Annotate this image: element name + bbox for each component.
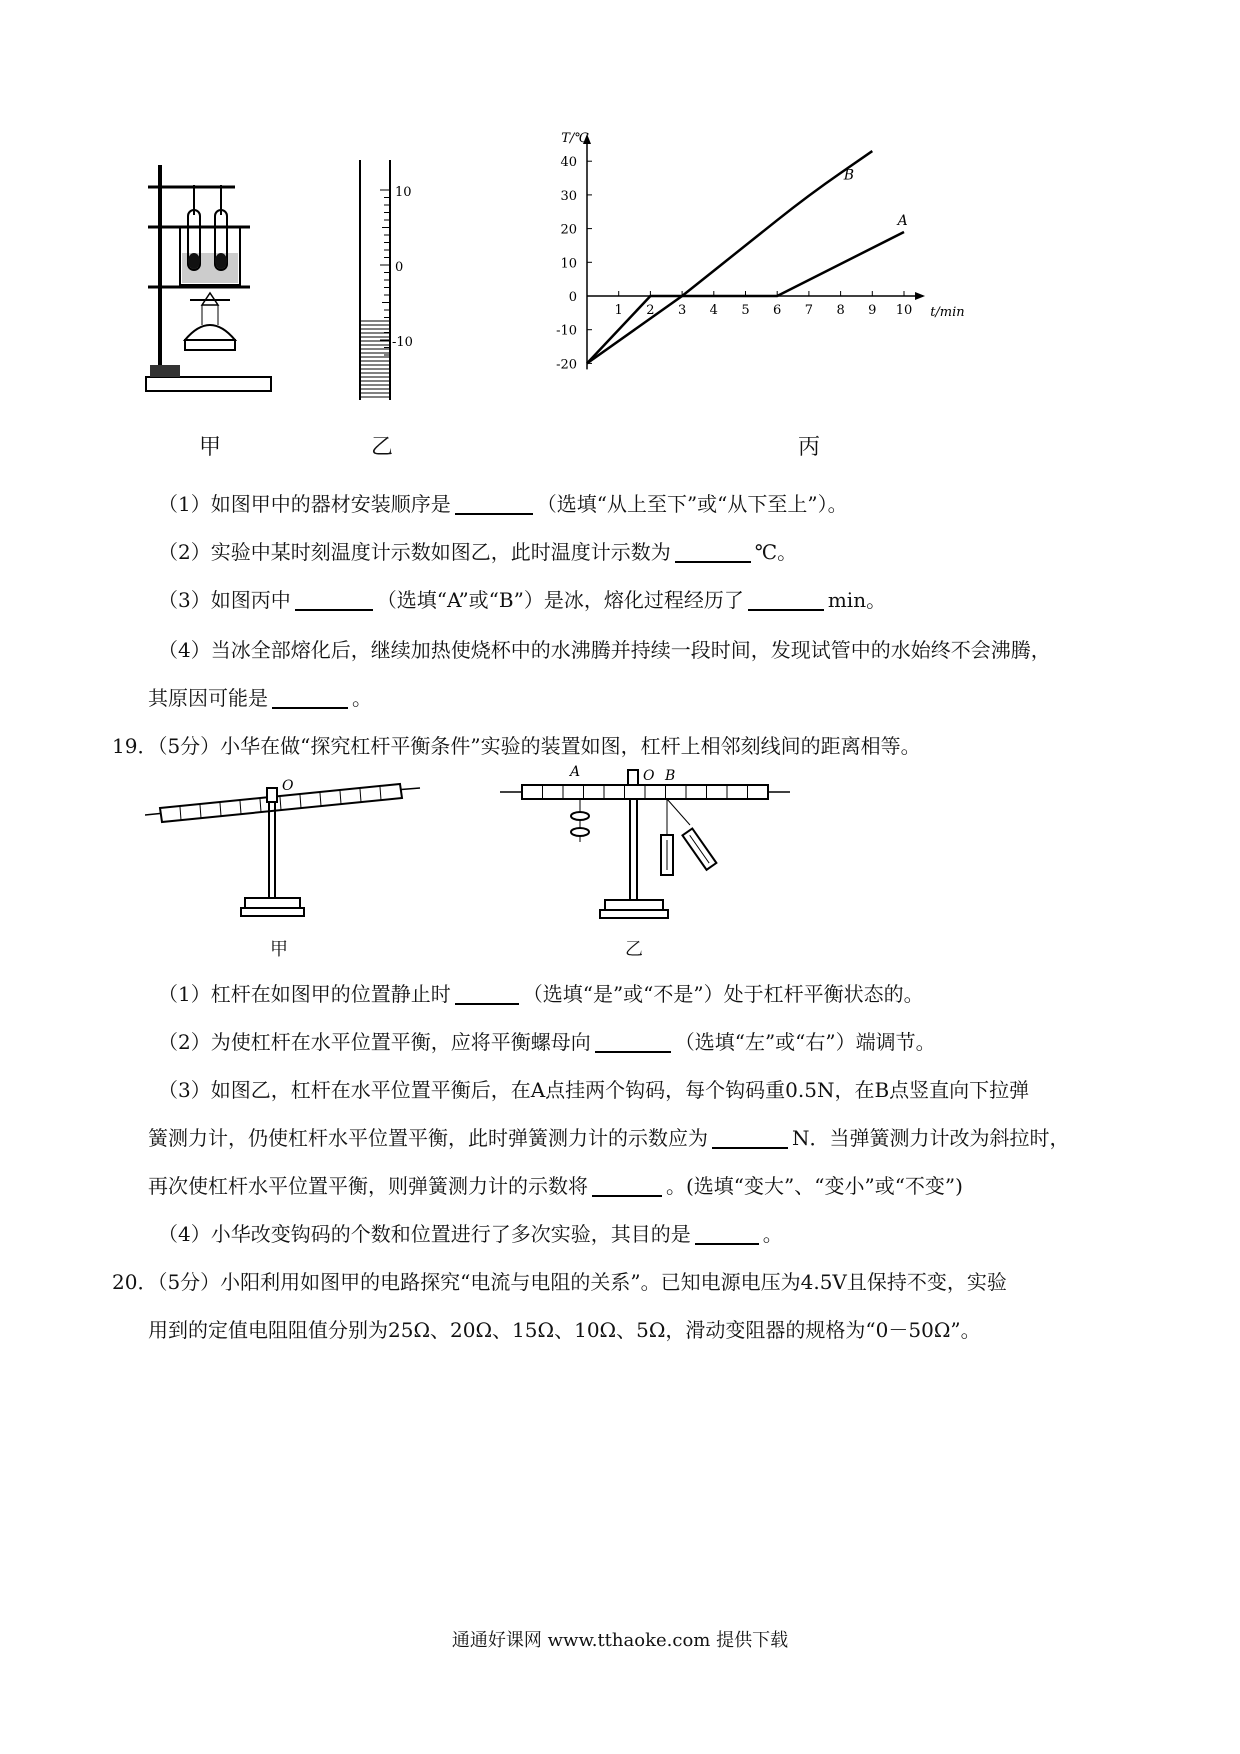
q18-part1-options: （选填“从上至下”或“从下至上”）。 — [536, 492, 848, 516]
y-tick-label: -10 — [556, 323, 577, 339]
lever-jia-pivot-label: O — [282, 778, 294, 794]
figure-label-bing: 丙 — [798, 435, 821, 460]
y-tick-label: 0 — [568, 290, 577, 305]
q20-line2: 用到的定值电阻阻值分别为25Ω、20Ω、15Ω、10Ω、5Ω，滑动变阻器的规格为“0－50Ω”。 — [148, 1318, 981, 1342]
y-tick-label: 30 — [560, 188, 577, 204]
x-tick-label: 1 — [614, 303, 623, 318]
figure-label-yi: 乙 — [371, 435, 394, 460]
thermometer-tick-0: 0 — [395, 260, 404, 275]
q19-intro: 19．（5分）小华在做“探究杠杆平衡条件”实验的装置如图，杠杆上相邻刻线间的距离相等。 — [112, 734, 921, 758]
x-axis-label: t/min — [930, 305, 965, 320]
q18-part4-line1: （4）当冰全部熔化后，继续加热使烧杯中的水沸腾并持续一段时间，发现试管中的水始终不会沸腾， — [158, 638, 1051, 662]
q18-part4-line2 — [148, 682, 372, 711]
q18-part2-unit: ℃。 — [754, 540, 798, 564]
q18-part4-text: 其原因可能是 — [148, 686, 268, 710]
q19-part2-blank[interactable] — [595, 1050, 671, 1053]
temperature-time-chart — [540, 130, 1020, 420]
q19-part3-middle: N．当弹簧测力计改为斜拉时， — [792, 1126, 1070, 1150]
lever-point-b-label: B — [665, 768, 676, 784]
q18-part3-text: （3）如图丙中 — [158, 588, 291, 612]
q18-part4-blank[interactable] — [272, 706, 348, 709]
q19-part3-line2 — [148, 1122, 1070, 1151]
page-footer: 通通好课网 www.tthaoke.com 提供下载 — [451, 1630, 789, 1651]
q19-part1-text: （1）杠杆在如图甲的位置静止时 — [158, 982, 451, 1006]
x-tick-label: 7 — [804, 303, 814, 318]
x-tick-label: 8 — [836, 303, 845, 318]
q18-part4-end: 。 — [352, 686, 372, 710]
y-axis-label: T/℃ — [561, 131, 589, 146]
x-tick-label: 5 — [741, 303, 750, 318]
q18-part3-blank2[interactable] — [748, 608, 824, 611]
lever-label-jia: 甲 — [270, 939, 288, 960]
q19-part3-blank1[interactable] — [712, 1146, 788, 1149]
q18-part1 — [158, 488, 848, 517]
series-label-A: A — [897, 213, 908, 230]
thermometer-tick-10: 10 — [395, 185, 412, 200]
series-line-A — [587, 232, 904, 363]
q20-line1: 20．（5分）小阳利用如图甲的电路探究“电流与电阻的关系”。已知电源电压为4.5V且保持不变，实验 — [112, 1270, 1007, 1294]
lever-figure-yi — [500, 740, 790, 930]
q18-part3 — [158, 584, 886, 613]
lever-yi-pivot-label: O — [643, 768, 655, 784]
q19-part4-end: 。 — [762, 1222, 783, 1246]
q19-part3-blank2[interactable] — [592, 1194, 662, 1197]
q19-part1 — [158, 978, 924, 1007]
q19-part3-options: 。(选填“变大”、“变小”或“不变”) — [666, 1174, 963, 1198]
thermometer-figure — [340, 155, 420, 405]
q18-part3-unit: min。 — [827, 588, 887, 612]
x-tick-label: 2 — [646, 303, 655, 318]
y-tick-label: -20 — [556, 357, 577, 373]
y-tick-label: 20 — [560, 222, 577, 238]
lever-label-yi: 乙 — [625, 939, 643, 960]
q19-part4-blank[interactable] — [695, 1242, 759, 1245]
q19-part2-text: （2）为使杠杆在水平位置平衡，应将平衡螺母向 — [158, 1030, 591, 1054]
figure-label-jia: 甲 — [199, 435, 222, 460]
q18-part2-text: （2）实验中某时刻温度计示数如图乙，此时温度计示数为 — [158, 540, 671, 564]
thermometer-tick-neg10: -10 — [392, 335, 413, 350]
x-tick-label: 9 — [868, 303, 877, 318]
q19-part2-options: （选填“左”或“右”）端调节。 — [674, 1030, 936, 1054]
q19-part2 — [158, 1026, 936, 1055]
q18-part3-blank1[interactable] — [295, 608, 373, 611]
x-tick-label: 3 — [677, 303, 687, 318]
q19-part3-line3 — [148, 1170, 963, 1199]
series-label-B: B — [843, 167, 855, 184]
q19-part4-text: （4）小华改变钩码的个数和位置进行了多次实验，其目的是 — [158, 1222, 691, 1246]
q19-part1-options: （选填“是”或“不是”）处于杠杆平衡状态的。 — [522, 982, 924, 1006]
q18-part1-blank[interactable] — [455, 512, 533, 515]
x-tick-label: 6 — [773, 303, 782, 318]
heating-apparatus-figure — [140, 165, 280, 405]
q19-part3-line1: （3）如图乙，杠杆在水平位置平衡后，在A点挂两个钩码，每个钩码重0.5N，在B点竖直向下拉弹 — [158, 1078, 1030, 1102]
q19-part4 — [158, 1218, 783, 1247]
q19-part3-text: 簧测力计，仍使杠杆水平位置平衡，此时弹簧测力计的示数应为 — [148, 1126, 708, 1150]
lever-point-a-label: A — [570, 764, 581, 780]
lever-figure-jia — [145, 770, 425, 930]
q18-part2-blank[interactable] — [675, 560, 751, 563]
q18-part2 — [158, 536, 797, 565]
y-tick-label: 10 — [560, 256, 577, 272]
q19-part1-blank[interactable] — [455, 1002, 519, 1005]
q18-part1-text: （1）如图甲中的器材安装顺序是 — [158, 492, 451, 516]
x-tick-label: 10 — [895, 303, 913, 318]
q18-part3-middle: （选填“A”或“B”）是冰，熔化过程经历了 — [376, 588, 744, 612]
x-tick-label: 4 — [709, 303, 718, 318]
q19-part3-text2: 再次使杠杆水平位置平衡，则弹簧测力计的示数将 — [148, 1174, 588, 1198]
y-tick-label: 40 — [560, 155, 577, 171]
x-axis-arrow — [915, 292, 925, 300]
series-line-B — [587, 151, 872, 363]
